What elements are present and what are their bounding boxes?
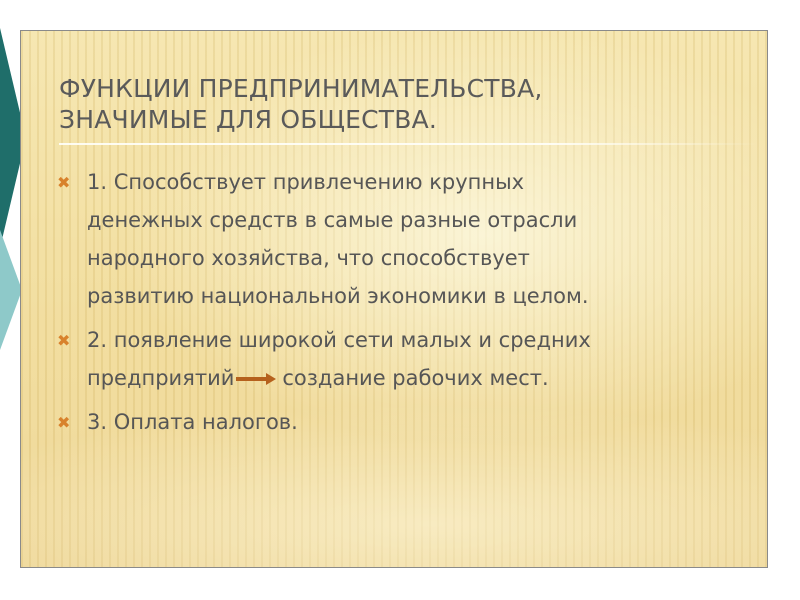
slide (20, 30, 768, 568)
bullet-cross-icon: ✖ (57, 173, 71, 192)
bullet-list (57, 163, 757, 447)
bullet-1-line-3: народного хозяйства, что способствует (87, 246, 530, 270)
bullet-2-arrow-after: создание рабочих мест. (282, 366, 549, 390)
decorative-lightblue-triangle (0, 230, 22, 350)
bullet-item-3 (57, 403, 757, 441)
slide-title (59, 73, 679, 135)
right-arrow-icon (236, 374, 276, 384)
title-underline (59, 143, 759, 145)
bullet-1-line-4: развитию национальной экономики в целом. (87, 284, 589, 308)
slide-title-line-2: ЗНАЧИМЫЕ ДЛЯ ОБЩЕСТВА. (59, 105, 438, 134)
bullet-2-line-2 (87, 359, 757, 397)
bullet-1-line-2: денежных средств в самые разные отрасли (87, 208, 578, 232)
bullet-item-2 (57, 321, 757, 397)
bullet-2-line-1: 2. появление широкой сети малых и средних (87, 328, 591, 352)
bullet-2-arrow-before: предприятий (87, 366, 235, 390)
bullet-cross-icon: ✖ (57, 331, 71, 350)
bullet-item-1 (57, 163, 757, 315)
bullet-3-line-1: 3. Оплата налогов. (87, 410, 298, 434)
bullet-cross-icon: ✖ (57, 413, 71, 432)
slide-title-line-1: ФУНКЦИИ ПРЕДПРИНИМАТЕЛЬСТВА, (59, 74, 543, 103)
bullet-1-line-1: 1. Способствует привлечению крупных (87, 170, 525, 194)
